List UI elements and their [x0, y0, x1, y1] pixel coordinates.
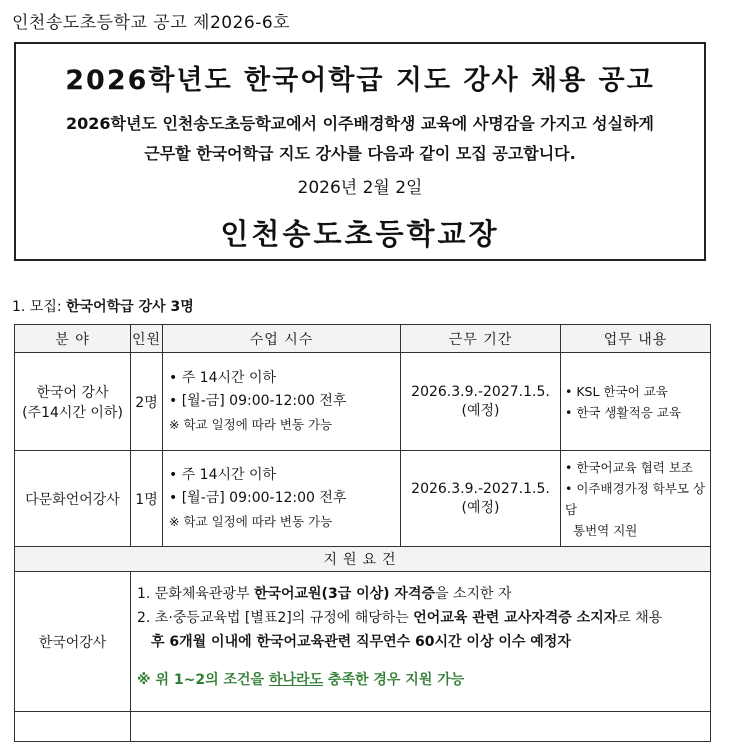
hours-line-2: • [월-금] 09:00-12:00 전후 [169, 393, 347, 409]
cut-cell [131, 712, 711, 742]
document-number: 인천송도초등학교 공고 제2026-6호 [12, 13, 291, 33]
requirements-header: 지원요건 [15, 547, 711, 572]
requirement-item-2-cont: 후 6개월 이내에 한국어교육관련 직무연수 60시간 이상 이수 예정자 [151, 634, 571, 650]
req1-text-bold: 한국어교원(3급 이상) 자격증 [253, 586, 435, 602]
header-duties: 업무 내용 [561, 325, 711, 353]
row-period [401, 353, 561, 451]
req2-text-bold: 언어교육 관련 교사자격증 소지자 [413, 610, 618, 626]
period-line-1: 2026.3.9.-2027.1.5. [411, 480, 550, 497]
requirements-header-row [15, 547, 711, 572]
duty-line-1: • KSL 한국어 교육 [565, 383, 668, 399]
duty-line-3: 통번역 지원 [573, 522, 638, 538]
header-count: 인원 [131, 325, 163, 353]
table-row [15, 353, 711, 451]
section-title-text: 한국어학급 강사 3명 [66, 299, 194, 315]
duty-line-2: • 이주배경가정 학부모 상담 [565, 480, 706, 517]
req1-text-c: 을 소지한 자 [435, 586, 512, 602]
announcement-title: 2026학년도 한국어학급 지도 강사 채용 공고 [65, 65, 655, 96]
note-text-underlined: 하나라도 [268, 672, 324, 688]
requirement-details [131, 572, 711, 712]
requirements-row [15, 572, 711, 712]
hours-note: ※ 학교 일정에 따라 변동 가능 [169, 417, 333, 432]
duty-line-1: • 한국어교육 협력 보조 [565, 459, 693, 475]
hours-line-2: • [월-금] 09:00-12:00 전후 [169, 490, 347, 506]
note-text-a: ※ 위 1~2의 조건을 [137, 672, 269, 688]
requirement-field: 한국어강사 [15, 572, 131, 712]
announcement-date: 2026년 2월 2일 [297, 178, 423, 198]
field-line-2: (주14시간 이하) [22, 404, 123, 421]
req2-text-a: 2. 초·중등교육법 [별표2]의 규정에 해당하는 [137, 610, 414, 626]
req1-text-a: 1. 문화체육관광부 [137, 586, 254, 602]
announcement-description [16, 109, 704, 169]
duty-line-2: • 한국 생활적응 교육 [565, 404, 681, 420]
section-prefix: 1. 모집: [12, 299, 67, 315]
header-hours: 수업 시수 [163, 325, 401, 353]
description-line-2: 근무할 한국어학급 지도 강사를 다음과 같이 모집 공고합니다. [144, 144, 576, 163]
row-field: 다문화언어강사 [15, 451, 131, 547]
req2-text-c: 로 채용 [617, 610, 663, 626]
hours-line-1: • 주 14시간 이하 [169, 467, 277, 483]
period-line-2: (예정) [461, 499, 500, 516]
row-hours [163, 451, 401, 547]
hours-line-1: • 주 14시간 이하 [169, 370, 277, 386]
requirement-note [137, 668, 704, 692]
requirement-item-1 [137, 582, 704, 606]
hours-note: ※ 학교 일정에 따라 변동 가능 [169, 514, 333, 529]
row-field [15, 353, 131, 451]
description-line-1: 2026학년도 인천송도초등학교에서 이주배경학생 교육에 사명감을 가지고 성실하게 [65, 114, 654, 133]
table-header-row [15, 325, 711, 353]
header-period: 근무 기간 [401, 325, 561, 353]
cut-cell [15, 712, 131, 742]
row-period [401, 451, 561, 547]
table-row [15, 451, 711, 547]
period-line-1: 2026.3.9.-2027.1.5. [411, 383, 550, 400]
table-row-cut [15, 712, 711, 742]
row-hours [163, 353, 401, 451]
announcement-title-box [14, 42, 706, 261]
period-line-2: (예정) [461, 402, 500, 419]
section-recruitment-title [12, 296, 194, 316]
requirement-item-2 [137, 606, 704, 630]
row-duties [561, 353, 711, 451]
principal-name: 인천송도초등학교장 [220, 217, 500, 251]
row-duties [561, 451, 711, 547]
note-text-c: 충족한 경우 지원 가능 [323, 672, 465, 688]
field-line-1: 한국어 강사 [36, 384, 109, 401]
header-field: 분 야 [15, 325, 131, 353]
row-count: 1명 [131, 451, 163, 547]
row-count: 2명 [131, 353, 163, 451]
recruitment-table [14, 324, 711, 742]
